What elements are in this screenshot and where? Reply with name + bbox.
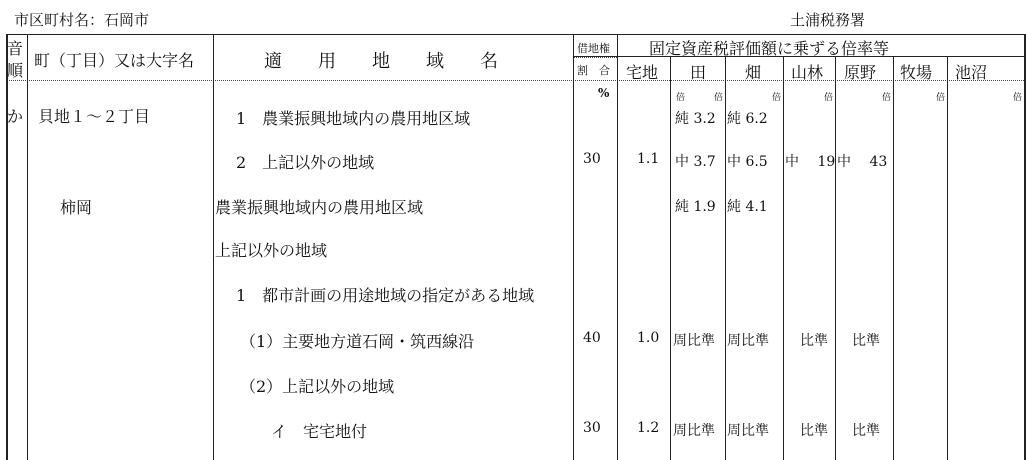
col-wild: 原野 <box>844 63 877 82</box>
unit-rice: 倍 <box>676 93 686 103</box>
row-town: 貝地１～２丁目 <box>38 107 151 126</box>
col-line-5 <box>670 56 671 460</box>
unit-wild: 倍 <box>882 93 892 103</box>
col-line-4 <box>617 35 618 460</box>
row-area: 2 上記以外の地域 <box>236 153 375 172</box>
unit-pasture: 倍 <box>936 93 946 103</box>
row-rice: 純 3.2 <box>675 111 716 127</box>
row-area: 1 農業振興地域内の農用地区域 <box>236 109 471 128</box>
col-line-1 <box>27 35 28 460</box>
row-leasehold: 40 <box>583 330 601 346</box>
row-residential: 1.2 <box>637 420 660 436</box>
row-area: 1 都市計画の用途地域の指定がある地域 <box>236 286 535 305</box>
col-rice: 田 <box>690 63 707 82</box>
col-order-bottom: 順 <box>7 61 24 80</box>
col-line-0 <box>6 35 8 460</box>
row-leasehold: 30 <box>583 420 601 436</box>
row-area: 上記以外の地域 <box>215 241 328 260</box>
unit-field: 倍 <box>772 93 782 103</box>
row-rice: 中 3.7 <box>675 154 716 170</box>
col-line-10 <box>947 56 948 460</box>
unit-forest: 倍 <box>824 93 834 103</box>
col-leasehold-bottom: 割 合 <box>577 64 610 77</box>
row-residential: 1.1 <box>637 151 660 167</box>
col-fixed-asset: 固定資産税評価額に乗ずる倍率等 <box>649 39 890 58</box>
row-leasehold: 30 <box>583 151 601 167</box>
row-rice: 周比準 <box>673 333 715 349</box>
row-wild: 中 43 <box>837 154 888 170</box>
col-line-3 <box>573 35 574 460</box>
row-forest: 比準 <box>800 333 828 349</box>
row-field: 周比準 <box>727 333 769 349</box>
row-area: イ 宅宅地付 <box>271 422 368 441</box>
col-order-top: 音 <box>7 39 24 58</box>
row-town: 柿岡 <box>60 198 93 217</box>
row-field: 中 6.5 <box>727 154 768 170</box>
row-field: 純 6.2 <box>727 111 768 127</box>
row-wild: 比準 <box>852 423 880 439</box>
col-line-9 <box>893 56 894 460</box>
municipality-label: 市区町村名：石岡市 <box>14 11 150 29</box>
col-pasture: 牧場 <box>900 63 933 82</box>
leasehold-divider <box>573 57 617 58</box>
col-forest: 山林 <box>791 63 824 82</box>
row-rice: 純 1.9 <box>675 199 716 215</box>
row-area: 農業振興地域内の農用地区域 <box>215 198 424 217</box>
col-line-6 <box>725 56 726 460</box>
row-rice: 周比準 <box>673 423 715 439</box>
col-area-name: 適 用 地 域 名 <box>264 51 498 72</box>
row-area: （2）上記以外の地域 <box>240 377 395 396</box>
col-field: 畑 <box>745 63 762 82</box>
col-line-8 <box>835 56 836 460</box>
row-wild: 比準 <box>852 333 880 349</box>
table-top-border <box>6 34 1026 35</box>
col-pond: 池沼 <box>955 63 988 82</box>
unit-pond: 倍 <box>1013 93 1023 103</box>
unit-rice-2: 倍 <box>714 93 724 103</box>
row-field: 周比準 <box>727 423 769 439</box>
row-forest: 中 19 <box>785 154 836 170</box>
col-leasehold-top: 借地権 <box>577 42 610 55</box>
col-town-name: 町（丁目）又は大字名 <box>34 51 195 70</box>
row-field: 純 4.1 <box>727 199 768 215</box>
col-line-2 <box>213 35 214 460</box>
unit-percent: % <box>598 86 610 100</box>
tax-office-label: 土浦税務署 <box>790 11 866 29</box>
col-line-7 <box>783 56 784 460</box>
row-order: か <box>7 107 24 126</box>
row-residential: 1.0 <box>637 330 660 346</box>
row-area: （1）主要地方道石岡・筑西線沿 <box>240 332 475 351</box>
col-residential: 宅地 <box>626 63 659 82</box>
row-forest: 比準 <box>800 423 828 439</box>
